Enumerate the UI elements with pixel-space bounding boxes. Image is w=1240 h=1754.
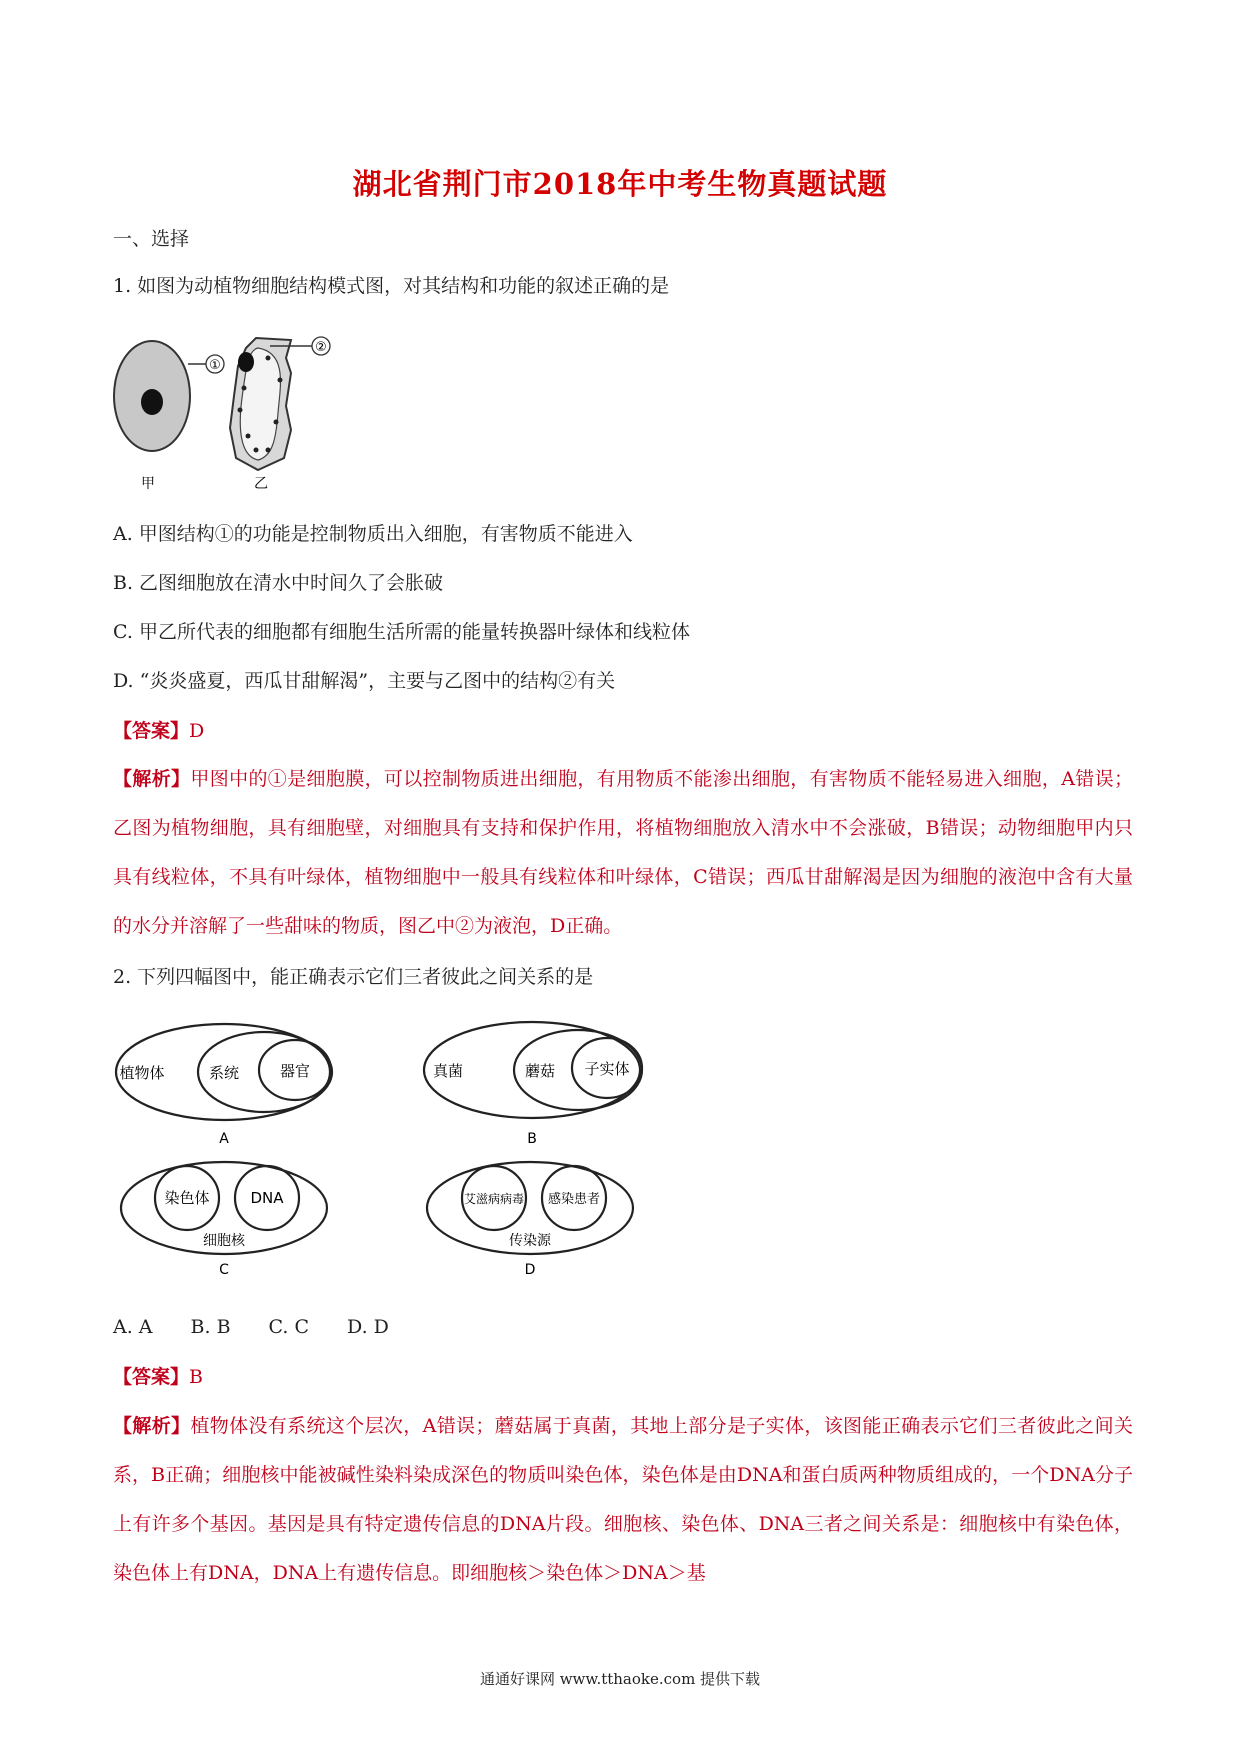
marker-2: ② xyxy=(315,340,327,355)
q2-diagram-figure xyxy=(112,1018,732,1288)
diagram-c xyxy=(121,1162,327,1278)
q1-stem: 1. 如图为动植物细胞结构模式图，对其结构和功能的叙述正确的是 xyxy=(113,275,670,297)
diagram-b-middle: 蘑菇 xyxy=(524,1062,556,1080)
diagram-d-right: 感染患者 xyxy=(547,1192,601,1207)
q1-option-b: B. 乙图细胞放在清水中时间久了会胀破 xyxy=(113,572,444,594)
q1-analysis-label: 【解析】 xyxy=(113,768,191,790)
diagram-a-caption: A xyxy=(219,1131,229,1147)
q2-analysis-text: 植物体没有系统这个层次，A错误；蘑菇属于真菌，其地上部分是子实体，该图能正确表示它们三者彼此之间关系，B正确；细胞核中能被碱性染料染成深色的物质叫染色体，染色体是由DNA和蛋白质两种物质组成的，一个DNA分子上有许多个基因。基因是具有特定遗传信息的DNA片段。细胞核、染色体、DNA三者之间关系是：细胞核中有染色体，染色体上有DNA，DNA上有遗传信息。即细胞核＞染色体＞DNA＞基 xyxy=(113,1415,1133,1584)
diagram-b-caption: B xyxy=(527,1131,537,1147)
marker-1: ① xyxy=(209,358,221,373)
plant-cell xyxy=(230,338,312,470)
diagram-d xyxy=(427,1162,633,1278)
q1-analysis-text: 甲图中的①是细胞膜，可以控制物质进出细胞，有用物质不能渗出细胞，有害物质不能轻易进入细胞，A错误；乙图为植物细胞，具有细胞壁，对细胞具有支持和保护作用，将植物细胞放入清水中不会涨破，B错误；动物细胞甲内只具有线粒体，不具有叶绿体，植物细胞中一般具有线粒体和叶绿体，C错误；西瓜甘甜解渴是因为细胞的液泡中含有大量的水分并溶解了一些甜味的物质，图乙中②为液泡，D正确。 xyxy=(113,768,1133,937)
q2-option-a: A. A xyxy=(113,1316,153,1338)
diagram-d-caption: D xyxy=(524,1262,536,1278)
q2-answer-value: B xyxy=(189,1366,203,1388)
diagram-a-outer: 植物体 xyxy=(119,1064,165,1082)
q2-answer xyxy=(113,1366,203,1388)
q2-analysis-label: 【解析】 xyxy=(113,1415,191,1437)
label-jia: 甲 xyxy=(141,476,155,492)
q2-answer-label: 【答案】 xyxy=(113,1366,190,1388)
diagram-b-inner: 子实体 xyxy=(584,1060,630,1078)
q2-option-d: D. D xyxy=(347,1316,389,1338)
animal-cell xyxy=(114,341,206,451)
q2-stem: 2. 下列四幅图中，能正确表示它们三者彼此之间关系的是 xyxy=(113,966,594,988)
diagram-c-caption: C xyxy=(219,1262,229,1278)
diagram-c-right: DNA xyxy=(250,1189,284,1207)
q1-cell-figure xyxy=(108,318,388,493)
q1-option-d: D. “炎炎盛夏，西瓜甘甜解渴”，主要与乙图中的结构②有关 xyxy=(113,670,616,692)
label-yi: 乙 xyxy=(254,476,268,492)
q2-option-b: B. B xyxy=(190,1316,231,1338)
diagram-a xyxy=(116,1024,332,1147)
diagram-d-left: 艾滋病病毒 xyxy=(463,1192,525,1206)
diagram-a-inner: 器官 xyxy=(279,1062,311,1080)
q2-option-c: C. C xyxy=(268,1316,310,1338)
q2-analysis xyxy=(113,1402,1133,1598)
q1-answer-label: 【答案】 xyxy=(113,720,190,742)
q2-options xyxy=(113,1316,427,1338)
diagram-b xyxy=(424,1022,642,1147)
diagram-c-left: 染色体 xyxy=(164,1189,210,1207)
diagram-c-container: 细胞核 xyxy=(203,1233,245,1249)
q1-option-a: A. 甲图结构①的功能是控制物质出入细胞，有害物质不能进入 xyxy=(113,523,633,545)
page-footer: 通通好课网 www.tthaoke.com 提供下载 xyxy=(479,1670,761,1688)
q1-answer xyxy=(113,720,204,742)
page-title: 湖北省荆门市2018年中考生物真题试题 xyxy=(352,167,888,201)
q1-answer-value: D xyxy=(189,720,205,742)
diagram-b-outer: 真菌 xyxy=(432,1062,464,1080)
q1-analysis xyxy=(113,755,1133,951)
q1-option-c: C. 甲乙所代表的细胞都有细胞生活所需的能量转换器叶绿体和线粒体 xyxy=(113,621,690,643)
section-heading: 一、选择 xyxy=(113,228,190,250)
diagram-d-container: 传染源 xyxy=(509,1233,551,1249)
diagram-a-middle: 系统 xyxy=(208,1064,240,1082)
